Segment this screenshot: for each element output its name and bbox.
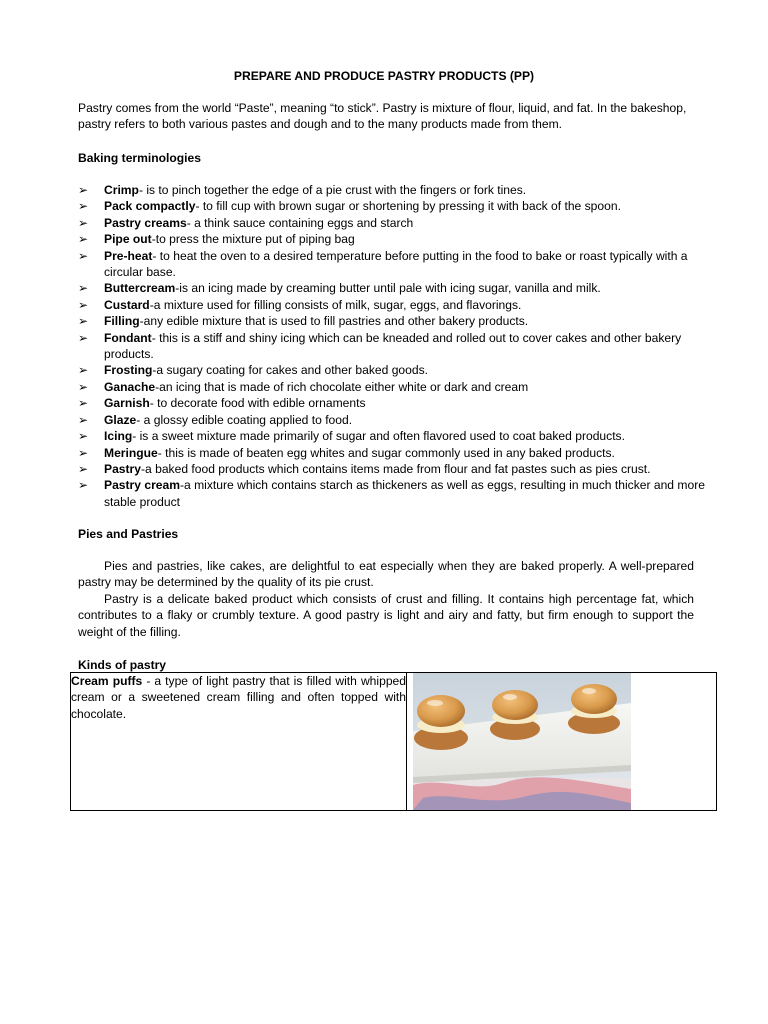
cream-puffs-photo (413, 673, 631, 810)
term-name: Custard (104, 297, 150, 312)
term-list-item (78, 182, 718, 198)
term-list-item (78, 362, 718, 378)
term-definition: -a sugary coating for cakes and other baked goods. (152, 363, 429, 378)
table-row (71, 673, 717, 811)
term-definition: - a glossy edible coating applied to food. (136, 412, 353, 427)
kind-description: - a type of light pastry that is filled with whipped cream or a sweetened cream filling and often topped with chocolate. (71, 674, 406, 721)
document-title: PREPARE AND PRODUCE PASTRY PRODUCTS (PP) (233, 69, 535, 83)
arrow-bullet-icon: ➢ (78, 396, 89, 411)
pies-paragraph-text: Pastry is a delicate baked product which consists of crust and filling. It contains high percentage fat, which contributes to a flaky or crumbly texture. A good pastry is light and airy and fatty, but firm enough to support the weight of the filling. (78, 591, 694, 639)
term-name: Frosting (104, 363, 153, 378)
arrow-bullet-icon: ➢ (78, 314, 89, 329)
term-list-item (78, 477, 718, 510)
term-definition: -is an icing made by creaming butter until pale with icing sugar, vanilla and milk. (175, 281, 601, 296)
term-list-item (78, 248, 718, 281)
arrow-bullet-icon: ➢ (78, 232, 89, 247)
kind-description-cell (71, 673, 407, 811)
term-definition: -a mixture which contains starch as thickeners as well as eggs, resulting in much thicker and more stable product (104, 478, 705, 509)
term-name: Fondant (104, 330, 152, 345)
arrow-bullet-icon: ➢ (78, 461, 89, 476)
kinds-table (70, 672, 717, 811)
term-definition: -any edible mixture that is used to fill pastries and other bakery products. (139, 314, 529, 329)
term-list-item (78, 395, 718, 411)
arrow-bullet-icon: ➢ (78, 248, 89, 263)
arrow-bullet-icon: ➢ (78, 199, 89, 214)
term-name: Pastry (104, 461, 141, 476)
term-name: Filling (104, 314, 140, 329)
term-definition: - this is a stiff and shiny icing which can be kneaded and rolled out to cover cakes and other bakery products. (104, 330, 682, 362)
term-list-item (78, 280, 718, 296)
term-definition: - to heat the oven to a desired temperature before putting in the food to bake or roast typically with a circular base. (104, 248, 688, 280)
arrow-bullet-icon: ➢ (78, 215, 89, 230)
arrow-bullet-icon: ➢ (78, 412, 89, 427)
term-name: Garnish (104, 396, 150, 411)
term-list-item (78, 379, 718, 395)
term-list-item (78, 412, 718, 428)
term-definition: - is to pinch together the edge of a pie crust with the fingers or fork tines. (138, 183, 527, 197)
term-name: Buttercream (104, 281, 176, 296)
term-list-item (78, 215, 718, 231)
term-name: Crimp (104, 183, 139, 197)
arrow-bullet-icon: ➢ (78, 445, 89, 460)
terminologies-heading: Baking terminologies (78, 151, 201, 165)
arrow-bullet-icon: ➢ (78, 363, 89, 378)
intro-paragraph (78, 100, 696, 133)
pies-paragraphs (78, 558, 694, 640)
term-name: Ganache (104, 379, 156, 394)
pies-paragraph-text: Pies and pastries, like cakes, are delightful to eat especially when they are baked properly. A well-prepared pastry may be determined by the quality of its pie crust. (78, 559, 694, 590)
arrow-bullet-icon: ➢ (78, 330, 89, 345)
term-name: Pipe out (104, 232, 152, 247)
term-definition: -a mixture used for filling consists of milk, sugar, eggs, and flavorings. (149, 297, 522, 312)
term-list-item (78, 313, 718, 329)
kind-name: Cream puffs (71, 674, 143, 688)
kind-image-cell (407, 673, 717, 811)
term-name: Glaze (104, 412, 137, 427)
term-definition: - a think sauce containing eggs and starch (186, 215, 414, 230)
term-name: Pastry cream (104, 478, 180, 493)
term-definition: -to press the mixture put of piping bag (151, 232, 355, 247)
term-definition: -an icing that is made of rich chocolate either white or dark and cream (155, 379, 529, 394)
term-list-item (78, 428, 718, 444)
term-definition: - is a sweet mixture made primarily of sugar and often flavored used to coat baked products. (132, 429, 625, 444)
term-list-item (78, 330, 718, 363)
term-name: Pastry creams (104, 215, 187, 230)
pies-paragraph (78, 591, 694, 640)
arrow-bullet-icon: ➢ (78, 297, 89, 312)
arrow-bullet-icon: ➢ (78, 183, 89, 197)
term-definition: - to fill cup with brown sugar or shortening by pressing it with back of the spoon. (195, 199, 621, 214)
pies-heading: Pies and Pastries (78, 527, 179, 541)
term-list-item (78, 297, 718, 313)
kinds-heading: Kinds of pastry (78, 658, 167, 672)
arrow-bullet-icon: ➢ (78, 379, 89, 394)
terms-list (78, 182, 718, 510)
term-name: Pre-heat (104, 248, 153, 263)
term-name: Icing (104, 429, 133, 444)
arrow-bullet-icon: ➢ (78, 478, 89, 493)
pies-paragraph (78, 558, 694, 591)
arrow-bullet-icon: ➢ (78, 429, 89, 444)
term-definition: -a baked food products which contains items made from flour and fat pastes such as pies crust. (140, 461, 651, 476)
term-name: Pack compactly (104, 199, 196, 214)
term-definition: - this is made of beaten egg whites and sugar commonly used in any baked products. (157, 445, 615, 460)
term-list-item (78, 461, 718, 477)
term-list-item (78, 198, 718, 214)
term-definition: - to decorate food with edible ornaments (149, 396, 366, 411)
term-list-item (78, 445, 718, 461)
term-list-item (78, 231, 718, 247)
term-name: Meringue (104, 445, 158, 460)
arrow-bullet-icon: ➢ (78, 281, 89, 296)
intro-text: Pastry comes from the world “Paste”, meaning “to stick”. Pastry is mixture of flour, liquid, and fat. In the bakeshop, pastry refers to both various pastes and dough and to the many products made from them. (78, 101, 687, 132)
